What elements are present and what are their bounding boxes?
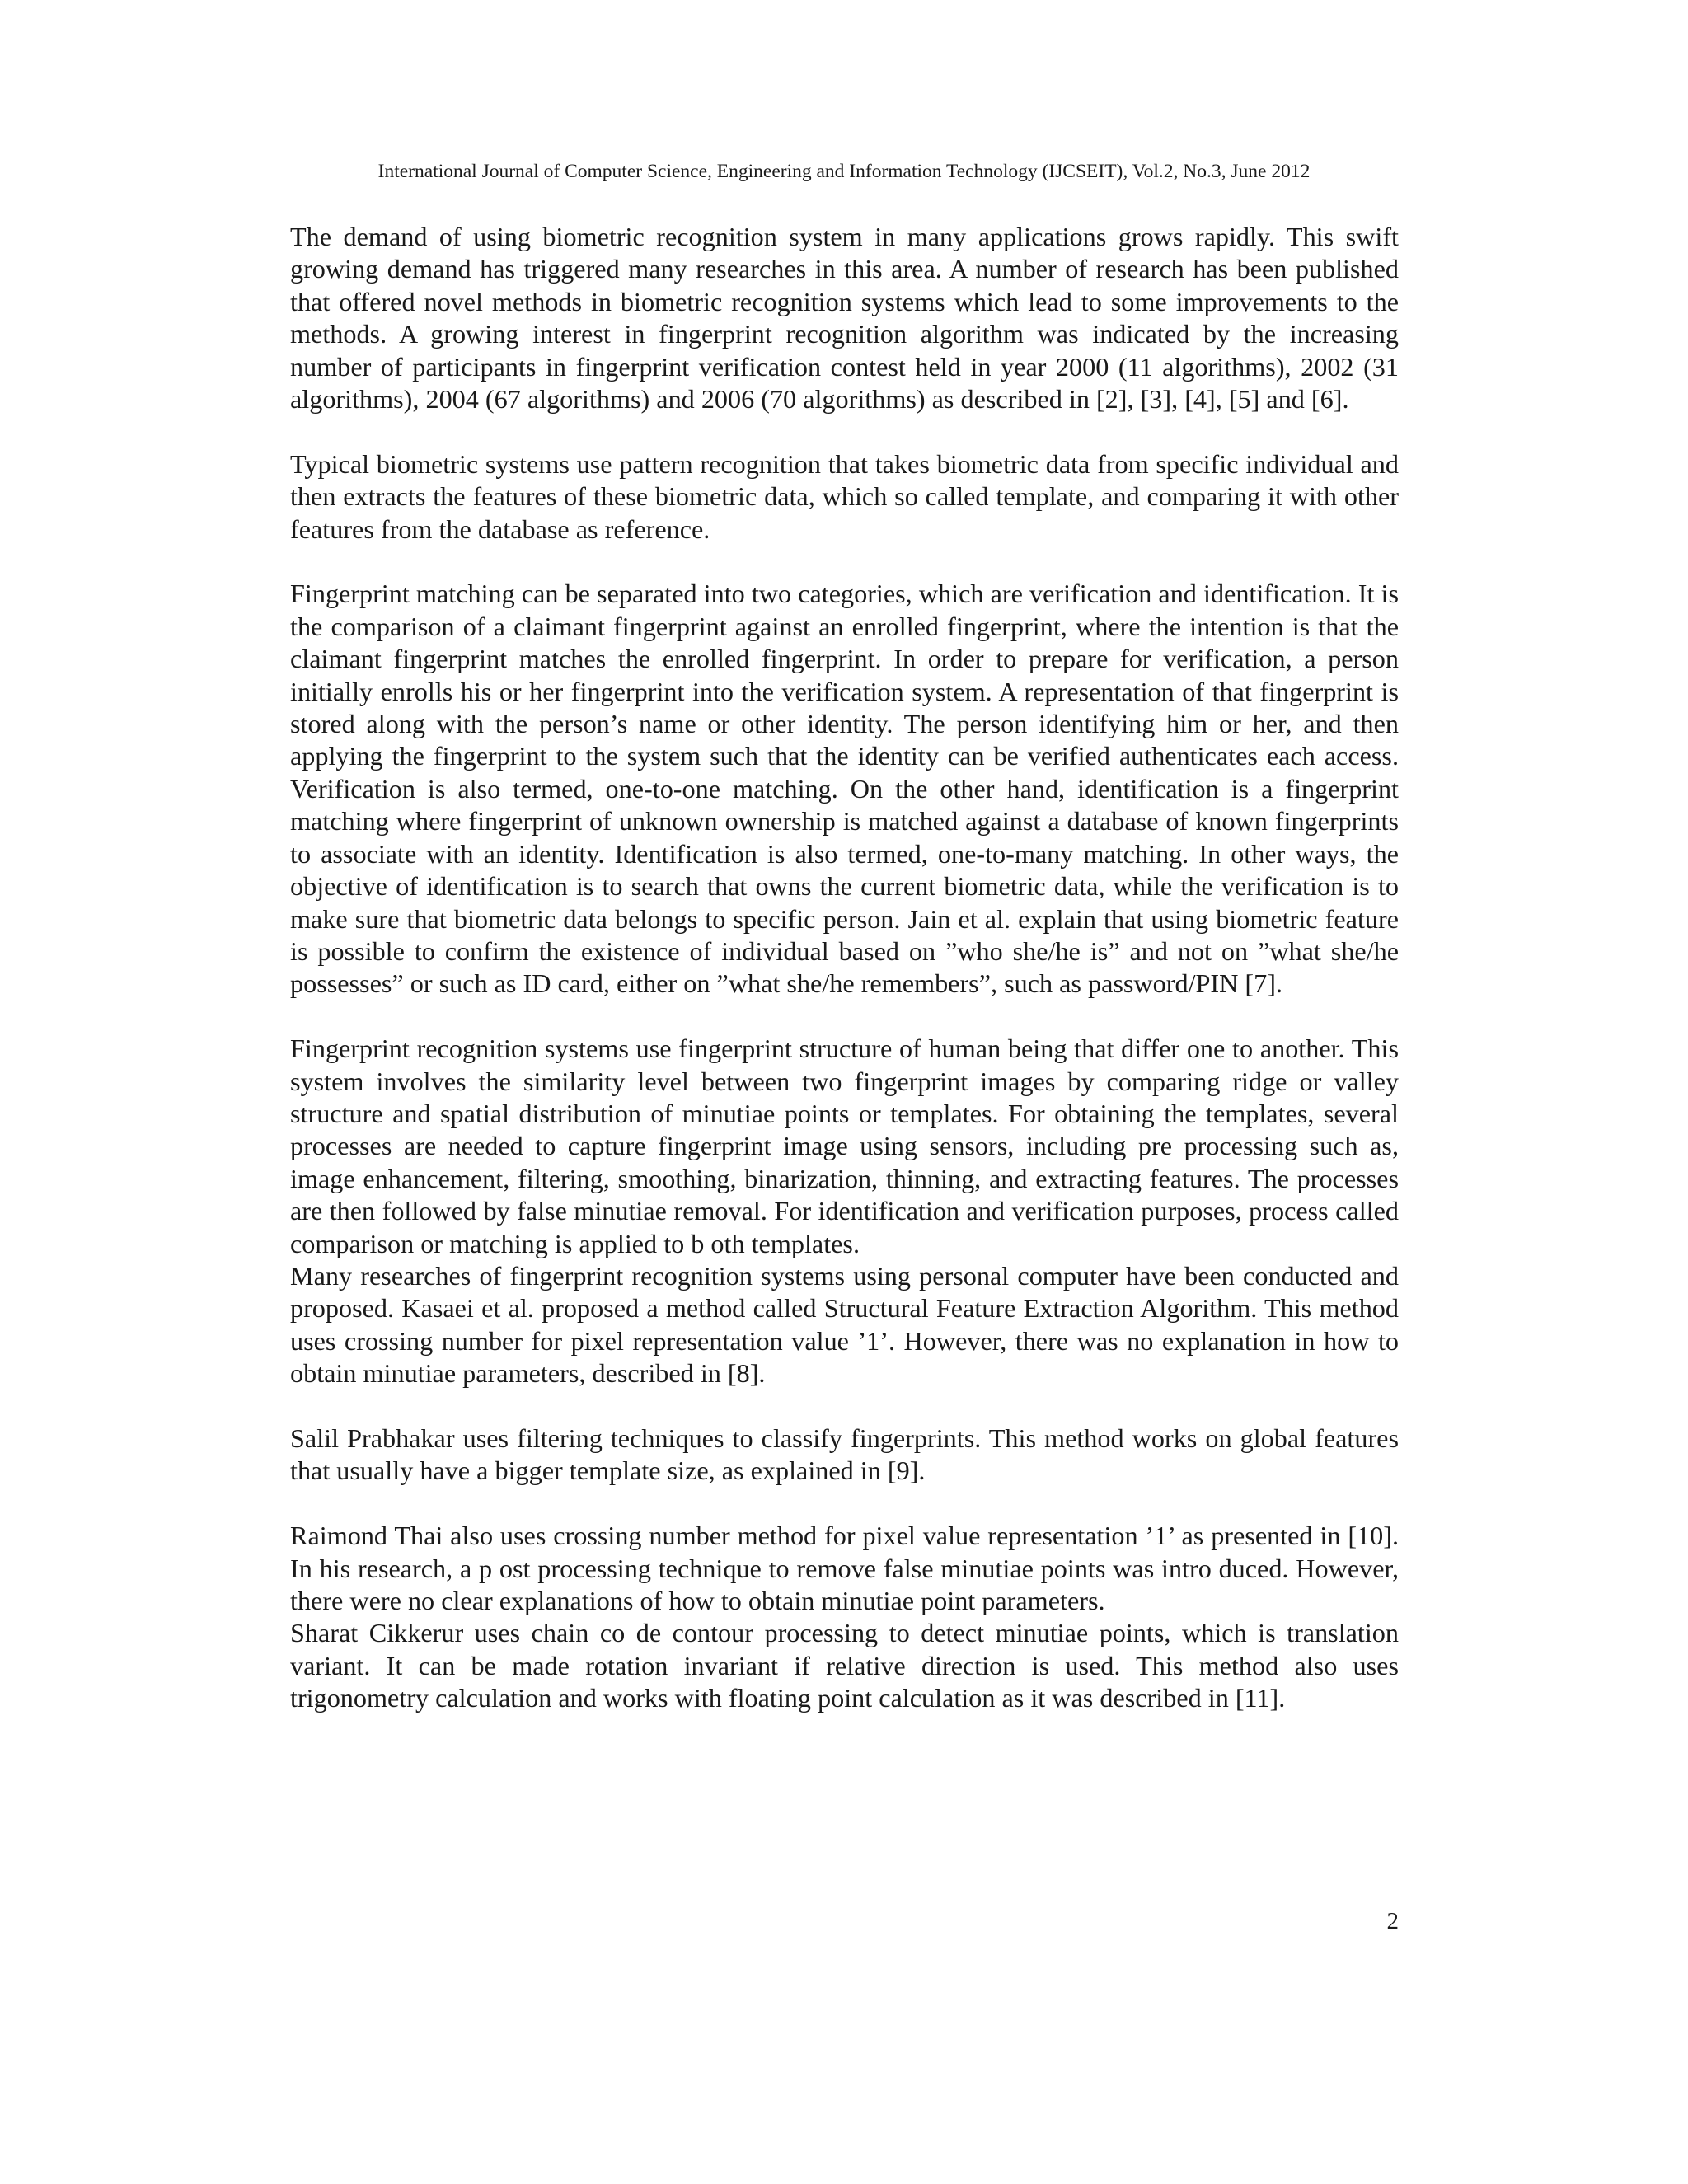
paragraph-prabhakar: Salil Prabhakar uses filtering techniques to classify fingerprints. This method works on global features that usually have a bigger template size, as explained in [9]. (290, 1422, 1399, 1486)
paragraph-typical-systems: Typical biometric systems use pattern recognition that takes biometric data from specific individual and then extracts the features of these biometric data, which so called template, and comparing it with other features from the database as reference. (290, 448, 1399, 544)
paragraph-thai: Raimond Thai also uses crossing number method for pixel value representation ’1’ as presented in [10]. In his research, a p ost processing technique to remove false minutiae points was intro duced. However, there were no clear explanations of how to obtain minutiae point parameters. (290, 1521, 1399, 1615)
body-text (290, 221, 1399, 1715)
running-header: International Journal of Computer Science, Engineering and Information Technology (IJCSEIT), Vol.2, No.3, June 2012 (377, 161, 1311, 182)
page-number: 2 (1386, 1908, 1399, 1934)
paragraph-biometric-demand: The demand of using biometric recognition system in many applications grows rapidly. This swift growing demand has triggered many researches in this area. A number of research has been published that offered novel methods in biometric recognition systems which lead to some improvements to the methods. A growing interest in fingerprint recognition algorithm was indicated by the increasing number of participants in fingerprint verification contest held in year 2000 (11 algorithms), 2002 (31 algorithms), 2004 (67 algorithms) and 2006 (70 algorithms) as described in [2], [3], [4], [5] and [6]. (290, 222, 1399, 415)
paragraph-recognition-systems: Fingerprint recognition systems use fingerprint structure of human being that differ one to another. This system involves the similarity level between two fingerprint images by comparing ridge or valley structure and spatial distribution of minutiae points or templates. For obtaining the templates, several processes are needed to capture fingerprint image using sensors, including pre processing such as, image enhancement, filtering, smoothing, binarization, thinning, and extracting features. The processes are then followed by false minutiae removal. For identification and verification purposes, process called comparison or matching is applied to b oth templates. (290, 1033, 1399, 1258)
paragraph-matching-categories: Fingerprint matching can be separated into two categories, which are verification and identification. It is the comparison of a claimant fingerprint against an enrolled fingerprint, where the intention is that the claimant fingerprint matches the enrolled fingerprint. In order to prepare for verification, a person initially enrolls his or her fingerprint into the verification system. A representation of that fingerprint is stored along with the person’s name or other identity. The person identifying him or her, and then applying the fingerprint to the system such that the identity can be verified authenticates each access. Verification is also termed, one-to-one matching. On the other hand, identification is a fingerprint matching where fingerprint of unknown ownership is matched against a database of known fingerprints to associate with an identity. Identification is also termed, one-to-many matching. In other ways, the objective of identification is to search that owns the current biometric data, while the verification is to make sure that biometric data belongs to specific person. Jain et al. explain that using biometric feature is possible to confirm the existence of individual based on ”who she/he is” and not on ”what she/he possesses” or such as ID card, either on ”what she/he remembers”, such as password/PIN [7]. (290, 579, 1399, 999)
paragraph-cikkerur: Sharat Cikkerur uses chain co de contour processing to detect minutiae points, which is translation variant. It can be made rotation invariant if relative direction is used. This method also uses trigonometry calculation and works with floating point calculation as it was described in [11]. (290, 1618, 1399, 1713)
paragraph-prior-research: Many researches of fingerprint recognition systems using personal computer have been conducted and proposed. Kasaei et al. proposed a method called Structural Feature Extraction Algorithm. This method uses crossing number for pixel representation value ’1’. However, there was no explanation in how to obtain minutiae parameters, described in [8]. (290, 1260, 1399, 1389)
